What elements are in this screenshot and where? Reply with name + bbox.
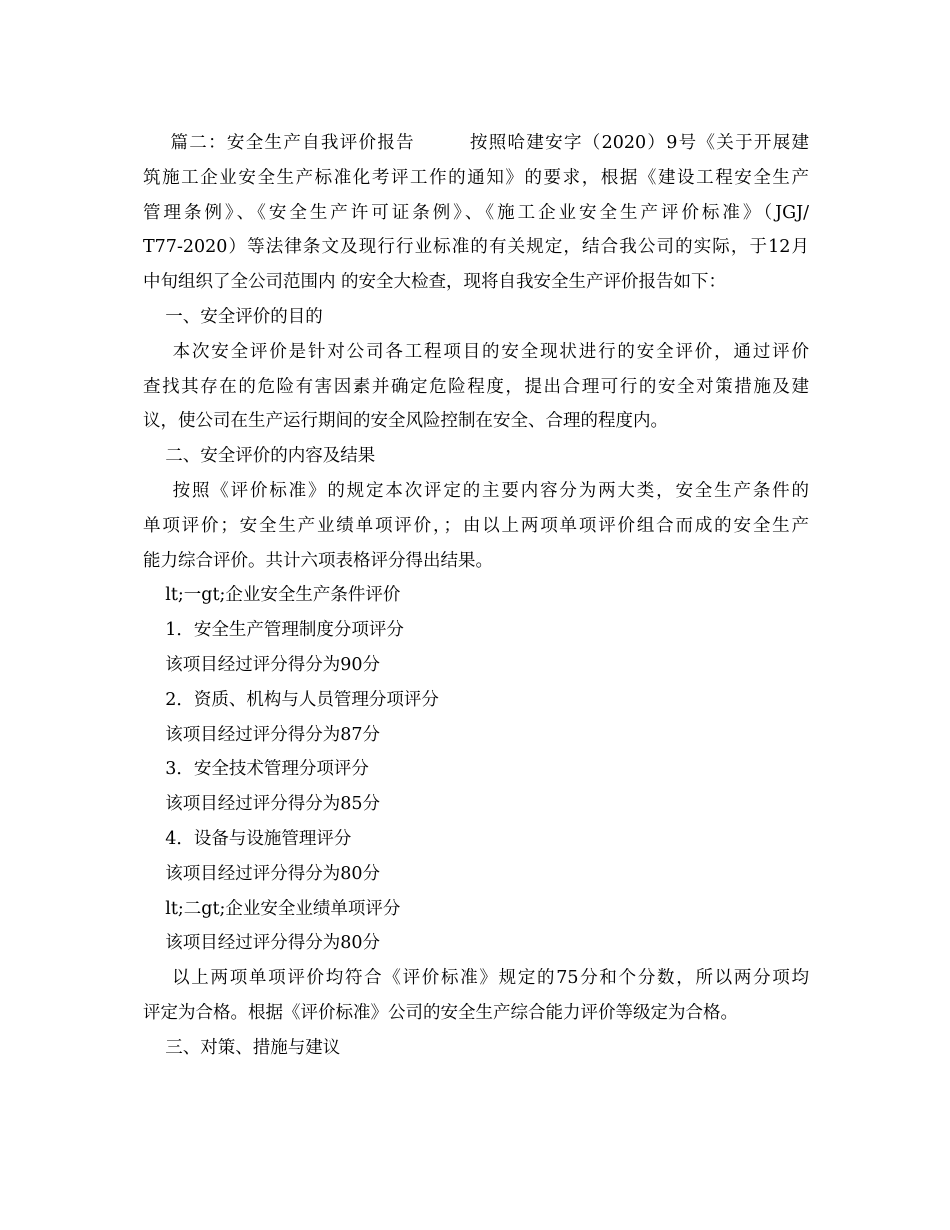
paragraph-line: 能力综合评价。共计六项表格评分得出结果。 bbox=[143, 550, 493, 571]
paragraph-line: 中旬组织了全公司范围内 的安全大检查，现将自我安全生产评价报告如下： bbox=[143, 272, 727, 293]
paragraph-line: T77-2020）等法律条文及现行行业标准的有关规定，结合我公司的实际，于12月 bbox=[143, 237, 809, 258]
paragraph-line: 筑施工企业安全生产标准化考评工作的通知》的要求，根据《建设工程安全生产 bbox=[143, 167, 809, 188]
paragraph-line: 查找其存在的危险有害因素并确定危险程度，提出合理可行的安全对策措施及建 bbox=[143, 376, 809, 397]
paragraph-line: 管理条例》、《安全生产许可证条例》、《施工企业安全生产评价标准》（JGJ/ bbox=[143, 202, 809, 223]
section-heading: 三、对策、措施与建议 bbox=[143, 1037, 341, 1058]
section-heading: 一、安全评价的目的 bbox=[143, 307, 323, 327]
paragraph-line: 单项评价；安全生产业绩单项评价，；由以上两项单项评价组合而成的安全生产 bbox=[143, 515, 809, 536]
list-item: 4．设备与设施管理评分 bbox=[143, 829, 352, 849]
paragraph-line: 按照《评价标准》的规定本次评定的主要内容分为两大类，安全生产条件的 bbox=[143, 481, 809, 501]
subsection-heading: lt;一gt;企业安全生产条件评价 bbox=[143, 585, 401, 606]
score-text: 该项目经过评分得分为87分 bbox=[143, 724, 381, 745]
paragraph-line: 以上两项单项评价均符合《评价标准》规定的75分和个分数，所以两分项均 bbox=[143, 968, 809, 989]
paragraph-line: 本次安全评价是针对公司各工程项目的安全现状进行的安全评价，通过评价 bbox=[143, 341, 809, 362]
paragraph-line: 议，使公司在生产运行期间的安全风险控制在安全、合理的程度内。 bbox=[143, 411, 668, 432]
paragraph-line: 评定为合格。根据《评价标准》公司的安全生产综合能力评价等级定为合格。 bbox=[143, 1003, 738, 1023]
paragraph-line: 篇二：安全生产自我评价报告 按照哈建安字（2020）9号《关于开展建 bbox=[143, 133, 809, 153]
list-item: 2．资质、机构与人员管理分项评分 bbox=[143, 689, 439, 710]
subsection-heading: lt;二gt;企业安全业绩单项评分 bbox=[143, 898, 401, 919]
section-heading: 二、安全评价的内容及结果 bbox=[143, 446, 376, 467]
score-text: 该项目经过评分得分为80分 bbox=[143, 863, 381, 884]
list-item: 1．安全生产管理制度分项评分 bbox=[143, 620, 404, 641]
score-text: 该项目经过评分得分为90分 bbox=[143, 655, 381, 675]
list-item: 3．安全技术管理分项评分 bbox=[143, 759, 369, 780]
score-text: 该项目经过评分得分为85分 bbox=[143, 794, 381, 815]
score-text: 该项目经过评分得分为80分 bbox=[143, 933, 381, 954]
